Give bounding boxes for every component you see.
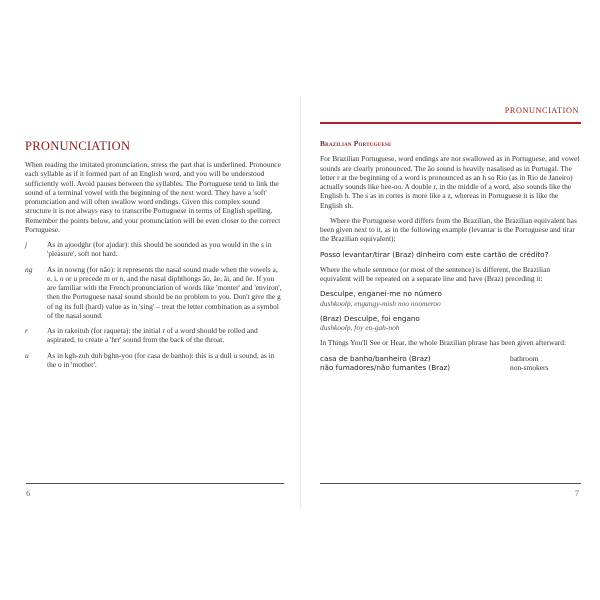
phrase-pair-portuguese: casa de banho/banheiro (Braz): [320, 353, 431, 363]
example-phrase: (Braz) Desculpe, foi engano: [320, 313, 420, 323]
brazilian-paragraph-1: For Brazilian Portuguese, word endings are not swallowed as in Portuguese, and vowel sounds are clearly pronounced. The ão sound is heavily nasalised as in Portugal. The letter r at the beginning of a word is pronounced as an h so Rio (as in Rio de Janeiro) actually sounds like hee-oo. A double r, in the middle of a word, also sounds like the English h. The s as in cortes is more like a z, whereas in Portuguese it is like the English sh.: [320, 154, 580, 210]
brazilian-paragraph-3: Where the whole sentence (or most of the sentence) is different, the Brazilian equivalent will be repeated on a separate line and have (Braz) preceding it:: [320, 264, 551, 283]
pronunciation-entry-r: [25, 326, 282, 345]
example-block: [320, 289, 581, 308]
entry-text: As in nowng (for não): it represents the nasal sound made when the vowels a, e, i, o or u precede m or n, and the nasal diphthongs ão, ãe, ãi, and õe. If you are familiar with the French pronunciation of words like 'monter' and 'environ', then the Portuguese nasal sound should be no problem to you. Don't give the g of ng its full (hard) value as in 'sing' – treat the letter combination as a symbol of the nasal sound.: [47, 264, 282, 320]
running-head: PRONUNCIATION: [504, 106, 579, 115]
top-rule: [320, 122, 581, 124]
phrase-pair-portuguese: não fumadores/não fumantes (Braz): [320, 362, 451, 372]
example-phrase: Desculpe, enganei-me no número: [320, 289, 442, 299]
gutter-divider: [300, 96, 301, 508]
page-title: PRONUNCIATION: [25, 139, 131, 153]
bottom-rule: [320, 483, 581, 484]
example-block: [320, 314, 581, 333]
right-page-content: [320, 139, 581, 372]
page-number: 6: [26, 488, 31, 498]
phrase-pair: [320, 363, 581, 372]
entry-symbol: j: [25, 240, 28, 249]
example-phrase: Posso levantar/tirar (Braz) dinheiro com este cartão de crédito?: [320, 249, 549, 259]
page-number: 7: [574, 488, 579, 498]
intro-paragraph: When reading the imitated pronunciation, stress the part that is underlined. Pronounce each syllable as if it formed part of an English word, and you will be understood sufficiently well. Avoid pauses between the syllables. The Portuguese tend to link the sound of a terminal vowel with the beginning of the next word. They have a 'soft' pronunciation and will often swallow word endings. Given this complex sound structure it is not always easy to transcribe Portuguese in terms of English spelling. Remember the points below, and your pronunciation will be even closer to the correct Portuguese.: [25, 160, 281, 234]
entry-text: As in ajoodghr (for ajudar): this should be sounded as you would in the s in 'pleasure', soft not hard.: [47, 240, 272, 259]
phrase-pair-english: bathroom: [510, 353, 539, 363]
example-pronunciation: dushkoolp, foy en-gah-noh: [320, 323, 400, 332]
brazilian-paragraph-2: Where the Portuguese word differs from the Brazilian, the Brazilian equivalent has been given next to it, as in the following example (levantar is the Portuguese and tirar the Brazilian equivalent);: [320, 215, 577, 244]
entry-symbol: ng: [25, 264, 33, 274]
pronunciation-entry-u: [25, 351, 282, 370]
right-page: [306, 96, 587, 508]
entry-text: As in rakeituh (for raqueta): the initial r of a word should be rolled and aspirated, to create a 'hrr' sound from the back of the throat.: [47, 326, 258, 345]
phrase-pair: [320, 354, 581, 363]
phrase-pair-english: non-smokers: [510, 362, 549, 372]
pronunciation-entry-j: [25, 240, 282, 259]
brazilian-paragraph-4: In Things You'll See or Hear, the whole Brazilian phrase has been given afterward:: [320, 338, 567, 348]
section-subtitle: Brazilian Portuguese: [320, 139, 392, 148]
left-page: [13, 96, 284, 508]
example-pronunciation: dushkoolp, engangy-mish noo noomeroo: [320, 298, 441, 308]
entry-symbol: r: [25, 326, 28, 335]
left-page-content: [25, 139, 282, 375]
entry-text: As in kgh-zuh duh bghn-yoo (for casa de banho): this is a dull u sound, as in the o in 'mother'.: [47, 350, 275, 369]
bottom-rule: [26, 483, 284, 484]
pronunciation-entry-ng: [25, 265, 282, 321]
entry-symbol: u: [25, 350, 29, 360]
